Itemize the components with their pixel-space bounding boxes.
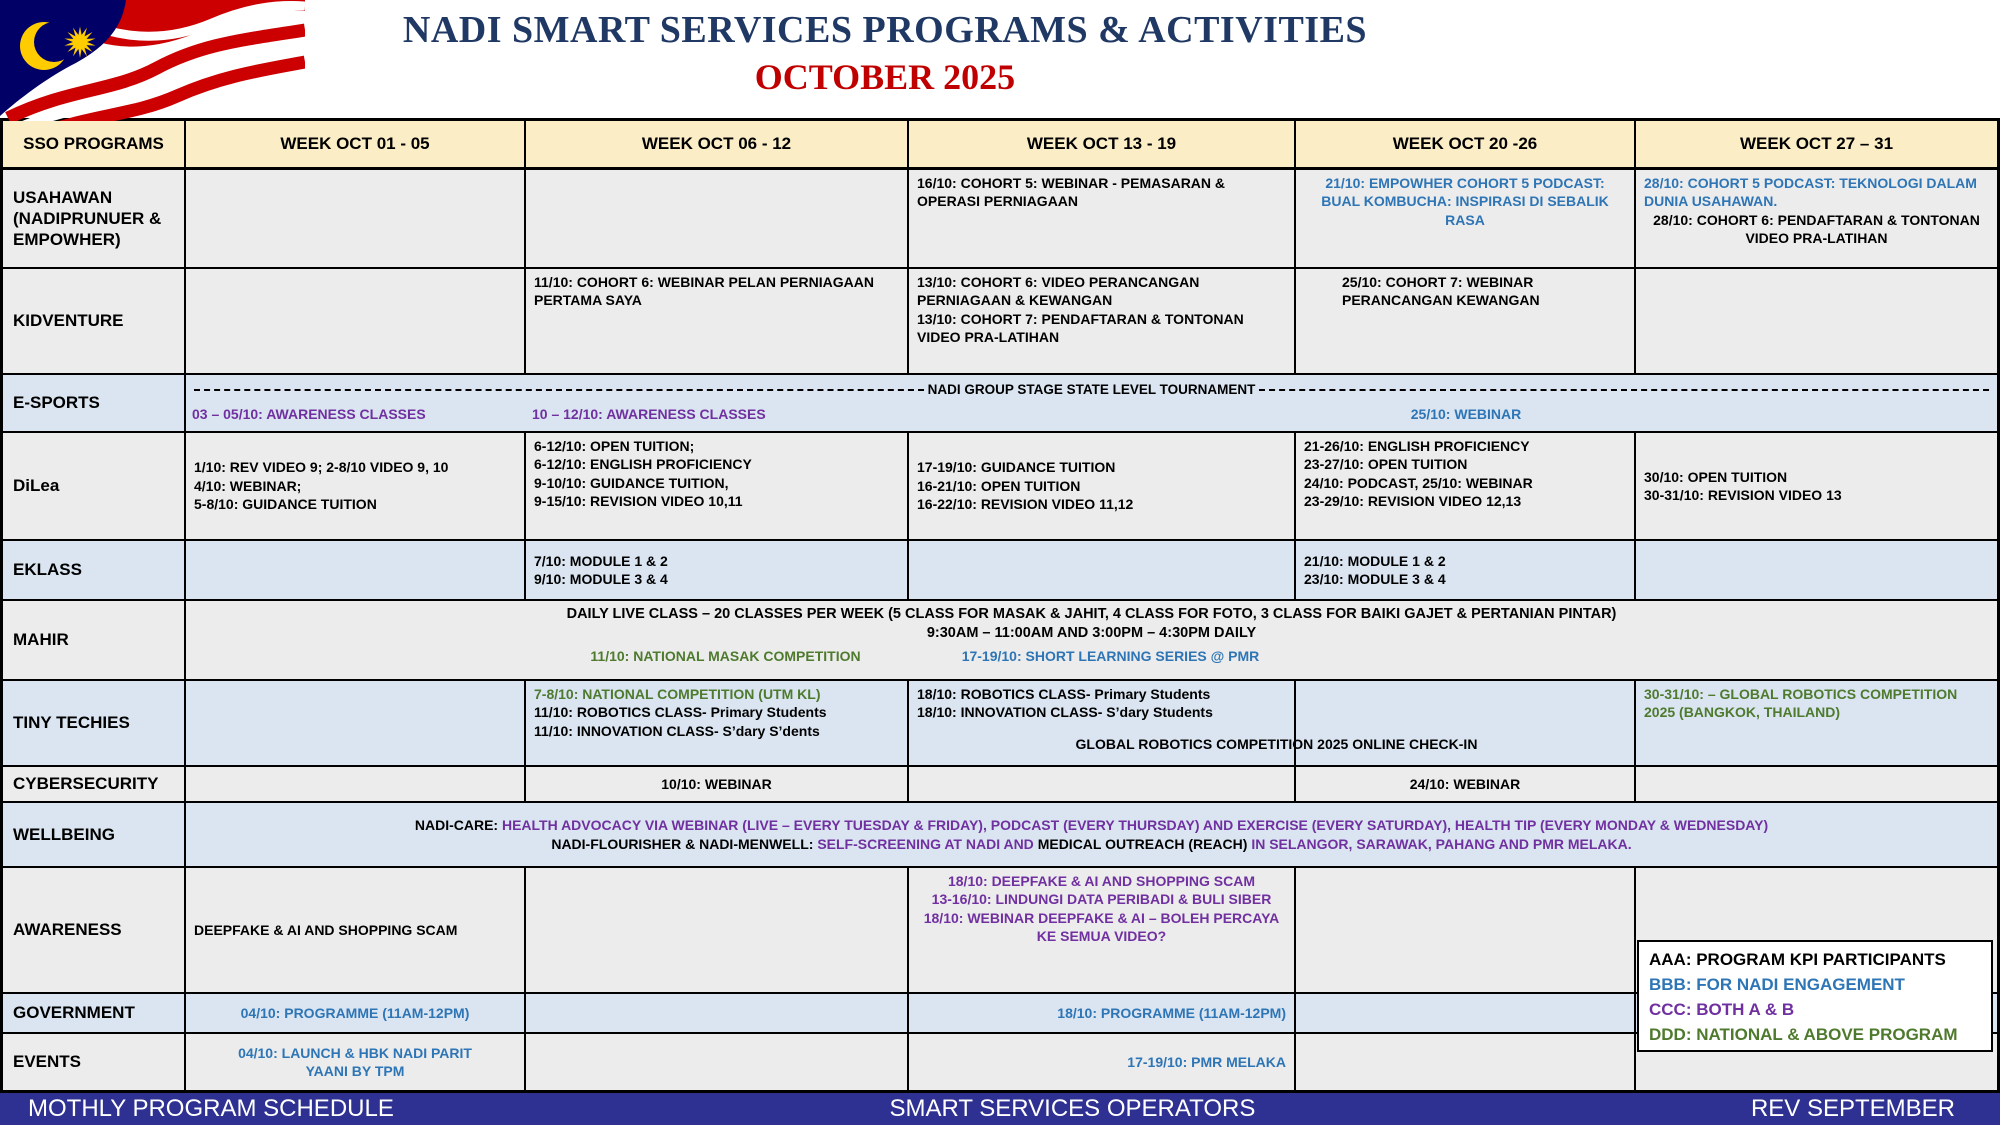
kidventure-week3-line2: 13/10: COHORT 7: PENDAFTARAN & TONTONAN VIDEO PRA-LATIHAN (917, 310, 1244, 346)
table-header-row (3, 121, 1997, 170)
program-label-tinytechies: TINY TECHIES (3, 681, 186, 765)
row-wellbeing (3, 803, 1997, 868)
footer-bar (0, 1093, 2000, 1125)
row-cybersecurity (3, 767, 1997, 803)
tinytechies-online-checkin: GLOBAL ROBOTICS COMPETITION 2025 ONLINE CHECK-IN (1075, 736, 1478, 752)
dash-line-right (1259, 389, 1989, 391)
program-label-usahawan: USAHAWAN (NADIPRUNUER & EMPOWHER) (3, 170, 186, 267)
dilea-week4-line4: 23-29/10: REVISION VIDEO 12,13 (1304, 493, 1522, 510)
tinytechies-week5-cell: 30-31/10: – GLOBAL ROBOTICS COMPETITION 2025 (BANGKOK, THAILAND) (1636, 681, 1997, 765)
row-tinytechies (3, 681, 1997, 767)
eklass-week4-cell (1296, 541, 1636, 599)
col-header-sso-programs: SSO PROGRAMS (3, 121, 186, 167)
wellbeing-line2 (194, 835, 1989, 853)
tinytechies-week3-innovation: 18/10: INNOVATION CLASS- S’dary Students (917, 704, 1213, 721)
dilea-week3-line1: 17-19/10: GUIDANCE TUITION (917, 459, 1116, 476)
wellbeing-states-text: IN SELANGOR, SARAWAK, PAHANG AND PMR MELAKA. (1251, 835, 1632, 852)
tinytechies-week2-robotics: 11/10: ROBOTICS CLASS- Primary Students (534, 704, 827, 721)
tinytechies-week3-cell (909, 681, 1478, 765)
wellbeing-flourisher-label: NADI-FLOURISHER & NADI-MENWELL: (551, 835, 818, 852)
tinytechies-week1-cell (186, 681, 526, 765)
mahir-masak-competition: 11/10: NATIONAL MASAK COMPETITION (590, 648, 861, 665)
usahawan-week5-cell (1636, 170, 1997, 267)
col-header-week4: WEEK OCT 20 -26 (1296, 121, 1636, 167)
eklass-week4-line2: 23/10: MODULE 3 & 4 (1304, 571, 1446, 587)
tinytechies-week2-competition: 7-8/10: NATIONAL COMPETITION (UTM KL) (534, 686, 821, 702)
col-header-week3: WEEK OCT 13 - 19 (909, 121, 1296, 167)
dilea-week5-line1: 30/10: OPEN TUITION (1644, 468, 1788, 485)
malaysia-flag-icon (0, 0, 305, 121)
government-week3-cell: 18/10: PROGRAMME (11AM-12PM) (909, 994, 1296, 1032)
wellbeing-nadicare-label: NADI-CARE: (414, 817, 502, 834)
government-week2-cell (526, 994, 909, 1032)
footer-schedule-label: MOTHLY PROGRAM SCHEDULE (28, 1095, 394, 1122)
events-week1-cell: 04/10: LAUNCH & HBK NADI PARIT YAANI BY TPM (186, 1034, 526, 1090)
wellbeing-nadicare-text: HEALTH ADVOCACY VIA WEBINAR (LIVE – EVERY TUESDAY & FRIDAY), PODCAST (EVERY THURSDAY) AND EXERCISE (EVERY SATURDAY), HEALTH TIP (EVERY MONDAY & WEDNESDAY) (501, 817, 1769, 834)
eklass-week2-line1: 7/10: MODULE 1 & 2 (534, 552, 668, 569)
dilea-week2-line3: 9-10/10: GUIDANCE TUITION, (534, 474, 729, 491)
dilea-week4-line1: 21-26/10: ENGLISH PROFICIENCY (1304, 438, 1530, 454)
program-label-government: GOVERNMENT (3, 994, 186, 1032)
kidventure-week5-cell (1636, 269, 1997, 373)
wellbeing-selfscreening-text: SELF-SCREENING AT NADI AND (817, 835, 1038, 852)
cybersecurity-week3-cell (909, 767, 1296, 801)
government-week1-cell: 04/10: PROGRAMME (11AM-12PM) (186, 994, 526, 1032)
esports-weeks-cell (186, 375, 1997, 431)
eklass-week1-cell (186, 541, 526, 599)
program-label-cybersecurity: CYBERSECURITY (3, 767, 186, 801)
program-label-esports: E-SPORTS (3, 375, 186, 431)
row-eklass (3, 541, 1997, 601)
mahir-weeks-cell (186, 601, 1997, 679)
events-week2-cell (526, 1034, 909, 1090)
eklass-week3-cell (909, 541, 1296, 599)
dilea-week1-line3: 5-8/10: GUIDANCE TUITION (194, 496, 377, 513)
program-label-wellbeing: WELLBEING (3, 803, 186, 866)
esports-week1-classes: 03 – 05/10: AWARENESS CLASSES (192, 406, 426, 422)
government-week4-cell (1296, 994, 1636, 1032)
page-title: NADI SMART SERVICES PROGRAMS & ACTIVITIES (402, 9, 1368, 51)
dilea-week1-cell (186, 433, 526, 539)
mahir-events-line (194, 643, 1989, 665)
dilea-week5-cell (1636, 433, 1997, 539)
row-esports (3, 375, 1997, 433)
mahir-hours-line: 9:30AM – 11:00AM AND 3:00PM – 4:30PM DAILY (926, 625, 1257, 642)
dilea-week4-line3: 24/10: PODCAST, 25/10: WEBINAR (1304, 474, 1533, 491)
dilea-week1-line1: 1/10: REV VIDEO 9; 2-8/10 VIDEO 9, 10 (194, 459, 449, 476)
usahawan-week2-cell (526, 170, 909, 267)
program-label-eklass: EKLASS (3, 541, 186, 599)
cybersecurity-week5-cell (1636, 767, 1997, 801)
cybersecurity-week4-cell: 24/10: WEBINAR (1296, 767, 1636, 801)
program-label-kidventure: KIDVENTURE (3, 269, 186, 373)
esports-tournament-label: NADI GROUP STAGE STATE LEVEL TOURNAMENT (927, 382, 1256, 397)
dilea-week2-line4: 9-15/10: REVISION VIDEO 10,11 (534, 493, 743, 510)
eklass-week2-line2: 9/10: MODULE 3 & 4 (534, 571, 668, 587)
awareness-week3-line2: 13-16/10: LINDUNGI DATA PERIBADI & BULI SIBER (931, 891, 1272, 908)
cybersecurity-week1-cell (186, 767, 526, 801)
dilea-week1-line2: 4/10: WEBINAR; (194, 477, 302, 494)
kidventure-week4-cell: 25/10: COHORT 7: WEBINAR PERANCANGAN KEWANGAN (1296, 269, 1636, 373)
dilea-week4-line2: 23-27/10: OPEN TUITION (1304, 456, 1468, 473)
legend-item-aaa: AAA: PROGRAM KPI PARTICIPANTS (1649, 950, 1946, 969)
dilea-week5-line2: 30-31/10: REVISION VIDEO 13 (1644, 487, 1842, 503)
legend-item-bbb: BBB: FOR NADI ENGAGEMENT (1649, 975, 1905, 994)
dilea-week2-line2: 6-12/10: ENGLISH PROFICIENCY (534, 456, 752, 473)
eklass-week2-cell (526, 541, 909, 599)
esports-tournament-line (194, 379, 1989, 399)
eklass-week4-line1: 21/10: MODULE 1 & 2 (1304, 552, 1446, 569)
row-mahir (3, 601, 1997, 681)
col-header-week2: WEEK OCT 06 - 12 (526, 121, 909, 167)
row-dilea (3, 433, 1997, 541)
usahawan-week5-podcast: 28/10: COHORT 5 PODCAST: TEKNOLOGI DALAM DUNIA USAHAWAN. (1644, 175, 1977, 210)
kidventure-week3-line1: 13/10: COHORT 6: VIDEO PERANCANGAN PERNIAGAAN & KEWANGAN (917, 274, 1200, 309)
usahawan-week3-cell: 16/10: COHORT 5: WEBINAR - PEMASARAN & OPERASI PERNIAGAAN (909, 170, 1296, 267)
legend-item-ccc: CCC: BOTH A & B (1649, 1000, 1795, 1019)
program-label-awareness: AWARENESS (3, 868, 186, 992)
awareness-week3-cell (909, 868, 1296, 992)
usahawan-week4-cell: 21/10: EMPOWHER COHORT 5 PODCAST: BUAL KOMBUCHA: INSPIRASI DI SEBALIK RASA (1296, 170, 1636, 267)
dilea-week3-cell (909, 433, 1296, 539)
dilea-week2-cell (526, 433, 909, 539)
mahir-short-learning-series: 17-19/10: SHORT LEARNING SERIES @ PMR (961, 648, 1260, 665)
kidventure-week3-cell (909, 269, 1296, 373)
events-week3-cell: 17-19/10: PMR MELAKA (909, 1034, 1296, 1090)
program-label-dilea: DiLea (3, 433, 186, 539)
program-label-events: EVENTS (3, 1034, 186, 1090)
tinytechies-week3-robotics: 18/10: ROBOTICS CLASS- Primary Students (917, 686, 1211, 702)
esports-week4-webinar: 25/10: WEBINAR (1410, 406, 1522, 422)
dilea-week2-line1: 6-12/10: OPEN TUITION; (534, 438, 695, 454)
usahawan-week1-cell (186, 170, 526, 267)
tinytechies-week2-cell (526, 681, 909, 765)
events-week4-cell (1296, 1034, 1636, 1090)
legend-box (1637, 940, 1993, 1052)
wellbeing-line1 (194, 816, 1989, 834)
footer-rev-label: REV SEPTEMBER (1750, 1095, 1955, 1122)
kidventure-week1-cell (186, 269, 526, 373)
awareness-week3-line1: 18/10: DEEPFAKE & AI AND SHOPPING SCAM (947, 873, 1256, 889)
esports-week2-classes: 10 – 12/10: AWARENESS CLASSES (532, 406, 766, 422)
cybersecurity-week2-cell: 10/10: WEBINAR (526, 767, 909, 801)
program-label-mahir: MAHIR (3, 601, 186, 679)
page-month: OCTOBER 2025 (754, 57, 1016, 97)
dilea-week3-line3: 16-22/10: REVISION VIDEO 11,12 (917, 496, 1134, 513)
eklass-week5-cell (1636, 541, 1997, 599)
legend-item-ddd: DDD: NATIONAL & ABOVE PROGRAM (1649, 1025, 1958, 1044)
row-usahawan (3, 170, 1997, 269)
mahir-daily-class-line: DAILY LIVE CLASS – 20 CLASSES PER WEEK (5 CLASS FOR MASAK & JAHIT, 4 CLASS FOR FOTO, 3 CLASS FOR BAIKI GAJET & PERTANIAN PINTAR) (566, 606, 1617, 622)
awareness-week1-cell: DEEPFAKE & AI AND SHOPPING SCAM (186, 868, 526, 992)
kidventure-week2-cell: 11/10: COHORT 6: WEBINAR PELAN PERNIAGAAN PERTAMA SAYA (526, 269, 909, 373)
dash-line-left (194, 389, 924, 391)
col-header-week1: WEEK OCT 01 - 05 (186, 121, 526, 167)
tinytechies-week2-innovation: 11/10: INNOVATION CLASS- S’dary S’dents (534, 722, 820, 739)
dilea-week4-cell (1296, 433, 1636, 539)
footer-operators-label: SMART SERVICES OPERATORS (889, 1095, 1256, 1122)
dilea-week3-line2: 16-21/10: OPEN TUITION (917, 477, 1081, 494)
wellbeing-weeks-cell (186, 803, 1997, 866)
awareness-week4-cell (1296, 868, 1636, 992)
usahawan-week5-cohort6: 28/10: COHORT 6: PENDAFTARAN & TONTONAN VIDEO PRA-LATIHAN (1653, 211, 1980, 247)
col-header-week5: WEEK OCT 27 – 31 (1636, 121, 1997, 167)
wellbeing-outreach-label: MEDICAL OUTREACH (REACH) (1037, 835, 1252, 852)
row-kidventure (3, 269, 1997, 375)
awareness-week2-cell (526, 868, 909, 992)
awareness-week3-line3: 18/10: WEBINAR DEEPFAKE & AI – BOLEH PERCAYA KE SEMUA VIDEO? (923, 909, 1280, 945)
